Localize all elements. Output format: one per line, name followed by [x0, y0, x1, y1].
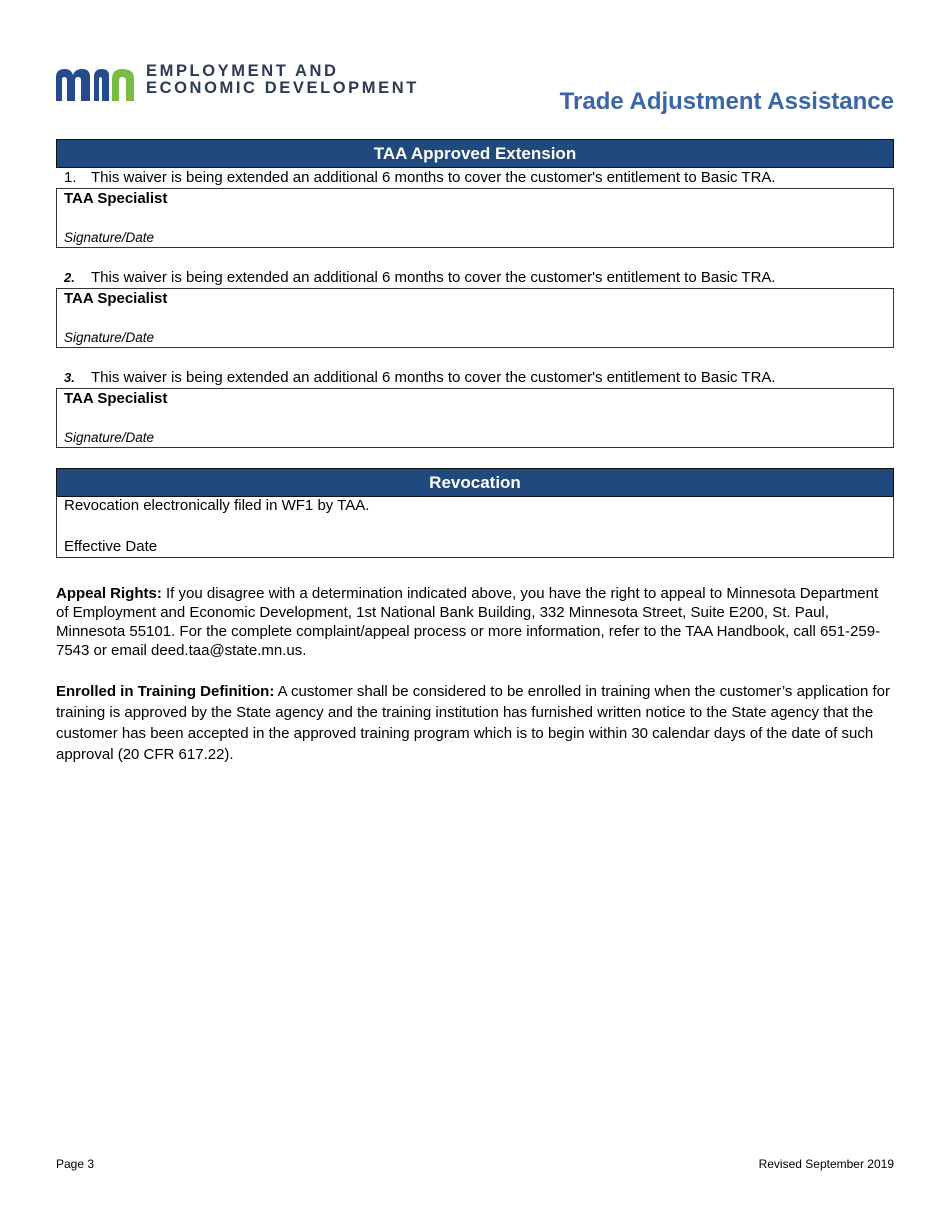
mn-logo-mark-icon — [56, 67, 136, 101]
waiver-number: 1. — [64, 169, 77, 186]
signature-box-2[interactable] — [56, 288, 894, 348]
signature-date-label: Signature/Date — [64, 430, 155, 445]
enrolled-definition-text: A customer shall be considered to be enrolled in training when the customer’s application for training is approved by the State agency and the training institution has furnished written notice to the State agency that the customer has been accepted in the approved training program which is to begin within 30 calendar days of the date of such approval (20 CFR 617.22). — [56, 683, 890, 763]
effective-date-label: Effective Date — [64, 538, 158, 555]
document-title: Trade Adjustment Assistance — [559, 88, 894, 115]
document-page — [56, 0, 894, 1230]
waiver-item-2 — [64, 269, 776, 287]
waiver-text: This waiver is being extended an additional 6 months to cover the customer's entitlement to Basic TRA. — [91, 369, 776, 386]
enrolled-definition-label: Enrolled in Training Definition: — [56, 683, 275, 700]
waiver-text: This waiver is being extended an additional 6 months to cover the customer's entitlement to Basic TRA. — [91, 269, 776, 286]
appeal-rights-text: If you disagree with a determination indicated above, you have the right to appeal to Minnesota Department of Employment and Economic Development, 1st National Bank Building, 332 Minnesota Street, Suite E200, St. Paul, Minnesota 55101. For the complete complaint/appeal process or more information, refer to the TAA Handbook, call 651-259-7543 or email deed.taa@state.mn.us. — [56, 585, 881, 659]
specialist-label: TAA Specialist — [64, 390, 168, 407]
specialist-label: TAA Specialist — [64, 190, 168, 207]
specialist-label: TAA Specialist — [64, 290, 168, 307]
page-number: Page 3 — [56, 1157, 95, 1171]
revision-date: Revised September 2019 — [758, 1157, 894, 1171]
revocation-section-header: Revocation — [56, 468, 894, 497]
waiver-item-1 — [64, 169, 776, 187]
logo-line-1: EMPLOYMENT AND — [146, 62, 339, 80]
revocation-box[interactable] — [56, 496, 894, 558]
waiver-item-3 — [64, 369, 776, 387]
signature-date-label: Signature/Date — [64, 230, 155, 245]
enrolled-definition-paragraph — [56, 681, 894, 765]
deed-logo — [56, 63, 456, 103]
signature-box-3[interactable] — [56, 388, 894, 448]
appeal-rights-label: Appeal Rights: — [56, 585, 162, 602]
signature-box-1[interactable] — [56, 188, 894, 248]
revocation-filed-text: Revocation electronically filed in WF1 by TAA. — [64, 497, 370, 514]
waiver-text: This waiver is being extended an additional 6 months to cover the customer's entitlement to Basic TRA. — [91, 169, 776, 186]
logo-line-2: ECONOMIC DEVELOPMENT — [146, 79, 419, 97]
signature-date-label: Signature/Date — [64, 330, 155, 345]
extension-section-header: TAA Approved Extension — [56, 139, 894, 168]
appeal-rights-paragraph — [56, 584, 894, 660]
waiver-number: 3. — [64, 370, 75, 385]
waiver-number: 2. — [64, 270, 75, 285]
logo-wordmark — [146, 63, 419, 97]
